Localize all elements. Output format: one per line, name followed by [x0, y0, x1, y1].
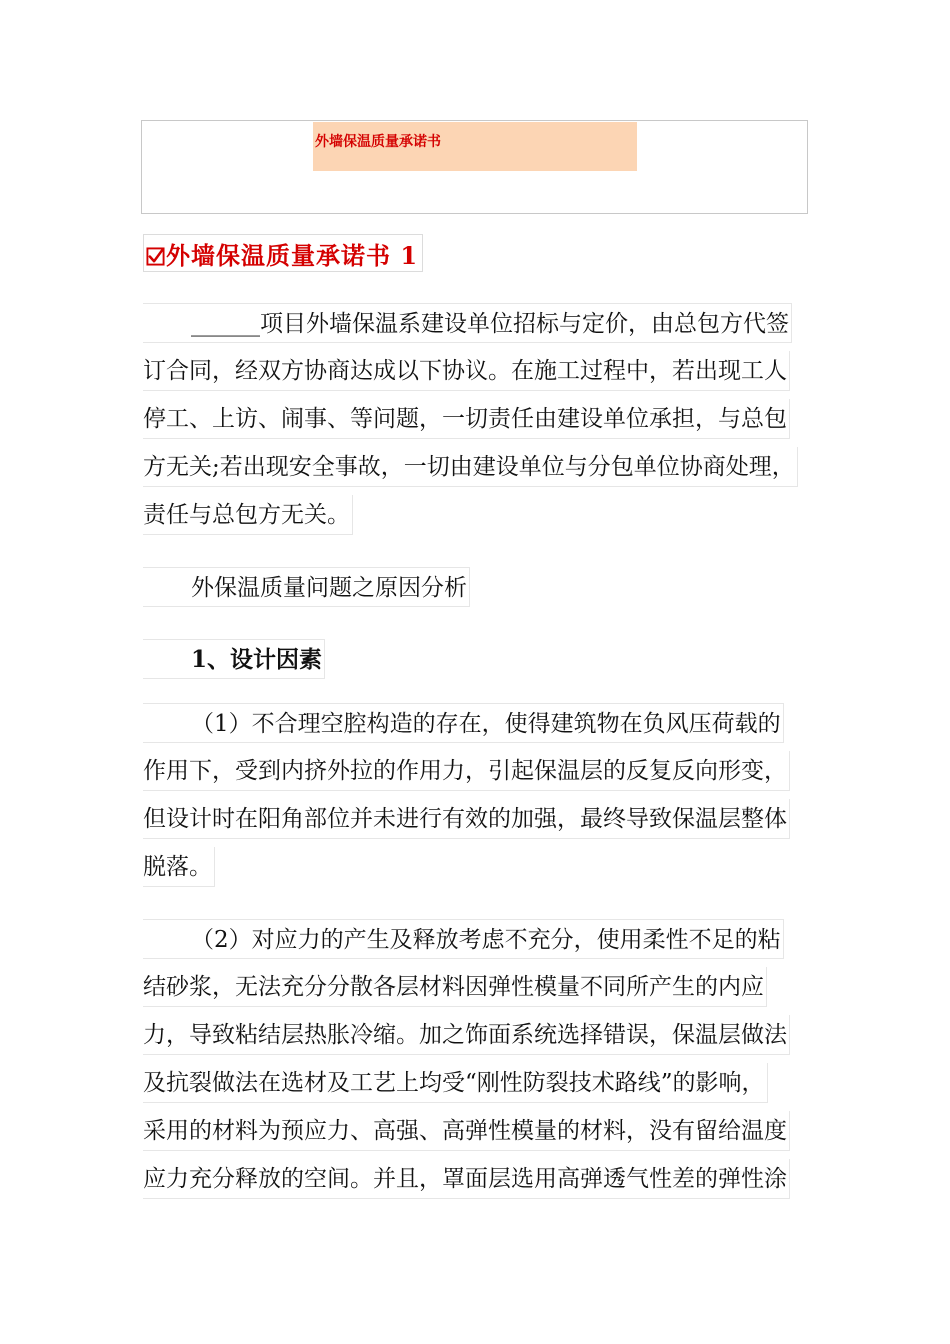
checked-box-icon	[146, 247, 165, 266]
heading-text: 外墙保温质量承诺书 1	[166, 240, 419, 270]
paragraph3-line-6: 应力充分释放的空间。并且，罩面层选用高弹透气性差的弹性涂	[143, 1159, 790, 1199]
paragraph3-line-5: 采用的材料为预应力、高强、高弹性模量的材料，没有留给温度	[143, 1111, 790, 1151]
paragraph1-line-5: 责任与总包方无关。	[143, 495, 353, 535]
document-heading	[143, 234, 423, 272]
paragraph1-line-3: 停工、上访、闹事、等问题，一切责任由建设单位承担，与总包	[143, 399, 790, 439]
paragraph2-line-2: 作用下，受到内挤外拉的作用力，引起保温层的反复反向形变，	[143, 751, 790, 791]
paragraph2-line-3: 但设计时在阳角部位并未进行有效的加强，最终导致保温层整体	[143, 799, 790, 839]
paragraph3-line-1: （2）对应力的产生及释放考虑不充分，使用柔性不足的粘	[143, 919, 784, 959]
paragraph1-line-1: ______项目外墙保温系建设单位招标与定价，由总包方代签	[143, 303, 792, 343]
subsection-title: 1、设计因素	[143, 639, 325, 679]
paragraph1-line-2: 订合同，经双方协商达成以下协议。在施工过程中，若出现工人	[143, 351, 790, 391]
paragraph3-line-4: 及抗裂做法在选材及工艺上均受“刚性防裂技术路线”的影响，	[143, 1063, 768, 1103]
paragraph1-line-4: 方无关;若出现安全事故，一切由建设单位与分包单位协商处理，	[143, 447, 798, 487]
paragraph2-line-1: （1）不合理空腔构造的存在，使得建筑物在负风压荷载的	[143, 703, 784, 743]
paragraph3-line-3: 力，导致粘结层热胀冷缩。加之饰面系统选择错误，保温层做法	[143, 1015, 790, 1055]
paragraph2-line-4: 脱落。	[143, 847, 215, 887]
section-title: 外保温质量问题之原因分析	[143, 567, 470, 607]
paragraph3-line-2: 结砂浆，无法充分分散各层材料因弹性模量不同所产生的内应	[143, 967, 767, 1007]
header-title: 外墙保温质量承诺书	[315, 134, 441, 150]
